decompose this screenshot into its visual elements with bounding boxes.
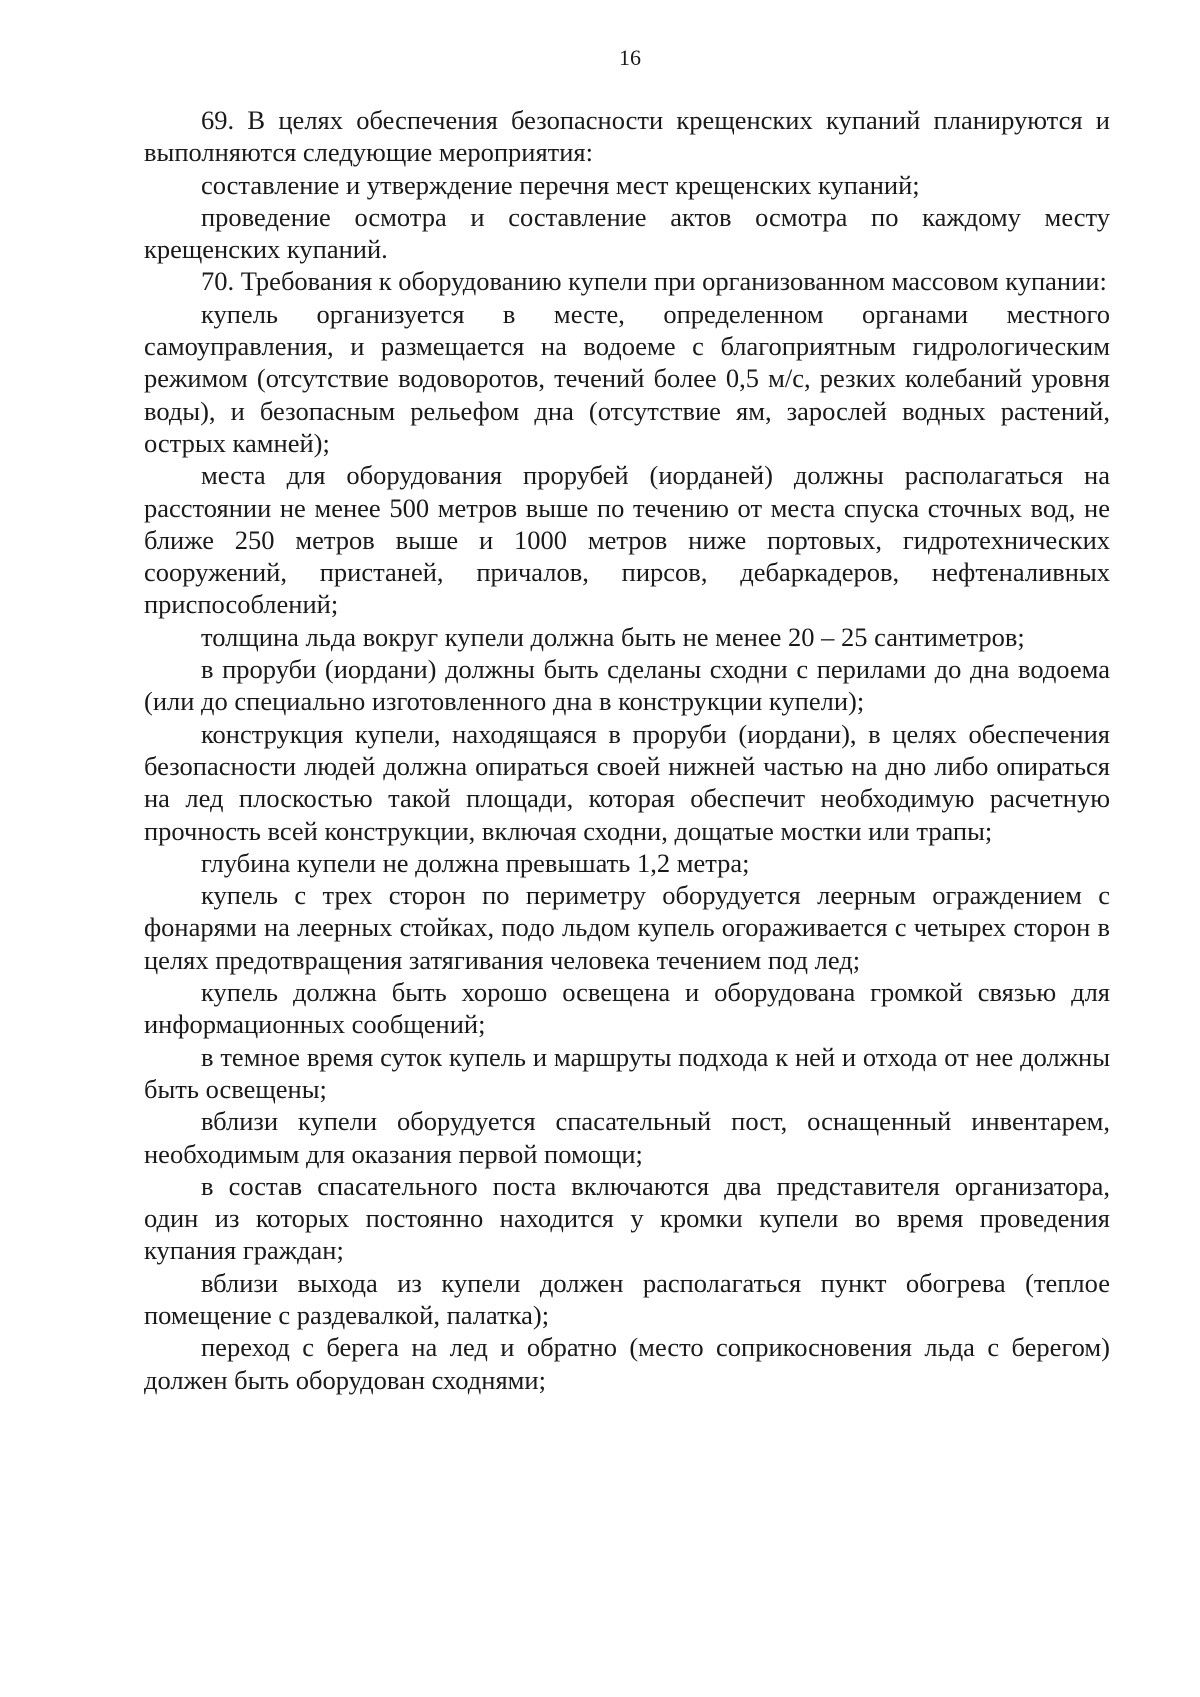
paragraph-list-item: купель с трех сторон по периметру оборудуется леерным ограждением с фонарями на леерных стойках, подо льдом купель огораживается с четырех сторон в целях предотвращения затягивания человека течением под лед; [144, 880, 1110, 975]
paragraph-list-item: вблизи купели оборудуется спасательный пост, оснащенный инвентарем, необходимым для оказания первой помощи; [144, 1106, 1110, 1169]
paragraph-list-item: вблизи выхода из купели должен располагаться пункт обогрева (теплое помещение с раздевалкой, палатка); [144, 1267, 1110, 1330]
paragraph-list-item: толщина льда вокруг купели должна быть не менее 20 – 25 сантиметров; [201, 621, 1025, 652]
document-body [144, 104, 1110, 1396]
paragraph-list-item: в состав спасательного поста включаются два представителя организатора, один из которых постоянно находится у кромки купели во время проведения купания граждан; [144, 1170, 1110, 1266]
paragraph-list-item: проведение осмотра и составление актов осмотра по каждому месту крещенских купаний. [144, 201, 1110, 265]
paragraph-69-intro: 69. В целях обеспечения безопасности крещенских купаний планируются и выполняются следующие мероприятия: [144, 105, 1110, 168]
paragraph-list-item: в темное время суток купель и маршруты подхода к ней и отхода от нее должны быть освещены; [144, 1041, 1110, 1104]
paragraph-list-item: в проруби (иордани) должны быть сделаны сходни с перилами до дна водоема (или до специально изготовленного дна в конструкции купели); [144, 654, 1110, 717]
page-number: 16 [619, 45, 641, 70]
paragraph-list-item: переход с берега на лед и обратно (место соприкосновения льда с берегом) должен быть оборудован сходнями; [144, 1332, 1110, 1395]
paragraph-list-item: купель должна быть хорошо освещена и оборудована громкой связью для информационных сообщений; [144, 977, 1110, 1040]
paragraph-list-item: места для оборудования прорубей (иорданей) должны располагаться на расстоянии не менее 500 метров выше по течению от места спуска сточных вод, не ближе 250 метров выше и 1000 метров ниже портовых, гидротехнических сооружений, пристаней, причалов, пирсов, дебаркадеров, нефтеналивных приспособлений; [144, 460, 1110, 620]
paragraph-list-item: составление и утверждение перечня мест крещенских купаний; [201, 169, 920, 200]
paragraph-list-item: глубина купели не должна превышать 1,2 метра; [201, 847, 750, 878]
paragraph-list-item: конструкция купели, находящаяся в проруби (иордани), в целях обеспечения безопасности людей должна опираться своей нижней частью на дно либо опираться на лед плоскостью такой площади, которая обеспечит необходимую расчетную прочность всей конструкции, включая сходни, дощатые мостки или трапы; [144, 718, 1110, 846]
paragraph-list-item: купель организуется в месте, определенном органами местного самоуправления, и размещается на водоеме с благоприятным гидрологическим режимом (отсутствие водоворотов, течений более 0,5 м/с, резких колебаний уровня воды), и безопасным рельефом дна (отсутствие ям, зарослей водных растений, острых камней); [144, 298, 1110, 458]
paragraph-70-intro: 70. Требования к оборудованию купели при организованном массовом купании: [201, 266, 1107, 297]
